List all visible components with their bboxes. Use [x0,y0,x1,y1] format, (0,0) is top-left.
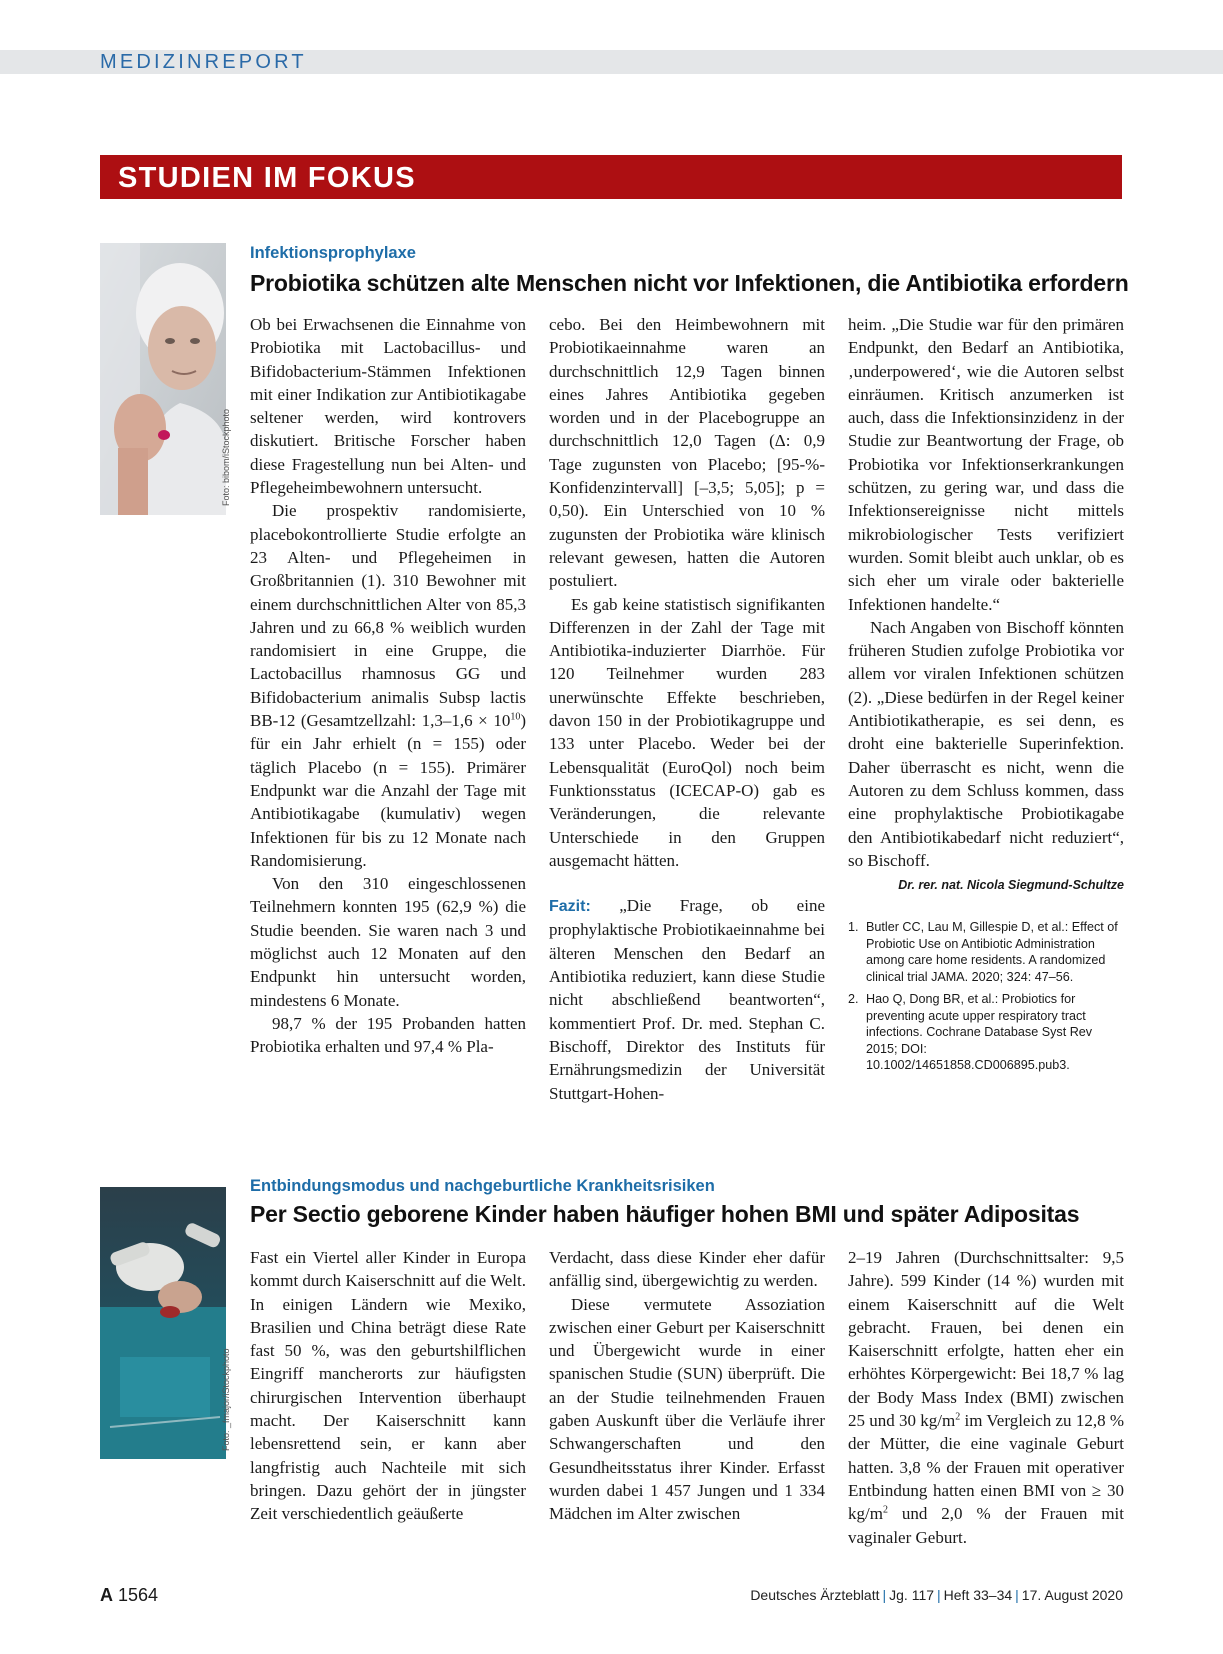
author-byline: Dr. rer. nat. Nicola Siegmund-Schultze [898,878,1124,893]
article2-column-3 [848,1246,1124,1549]
journal-name: Deutsches Ärzteblatt [750,1587,880,1603]
references-list [848,919,1124,1074]
article2-column-2 [549,1246,825,1526]
paragraph: 2–19 Jahren (Durchschnittsalter: 9,5 Jahre). 599 Kinder (14 %) wurden mit einem Kaiserschnitt auf die Welt gebracht. Frauen, bei denen ein Kaiserschnitt erfolgte, hatten eher ein erhöhtes Körpergewicht: Bei 18,7 % lag der Body Mass Index (BMI) zwischen 25 und 30 $kg/m^2$ im Vergleich zu 12,8 % der Mütter, die eine vaginale Geburt hatten. 3,8 % der Frauen mit operativer Entbindung hatten einen BMI von ≥ 30 $kg/m^2$ und 2,0 % der Frauen mit vaginaler Geburt. [848,1248,1124,1547]
paragraph: Nach Angaben von Bischoff könnten früheren Studien zufolge Probiotika vor allem vor viralen Infektionen schützen (2). „Diese bedürfen in der Regel keiner Antibiotikatherapie, es sei denn, es droht eine bakterielle Superinfektion. Daher überrascht es nicht, wenn die Autoren zu dem Schluss kommen, dass eine prophylaktische Probiotikagabe den Antibiotikabedarf nicht reduziert“, so Bischoff. [848,617,1124,870]
fazit-label: Fazit: [549,898,591,916]
article1-column-1 [250,313,526,1059]
paragraph: heim. „Die Studie war für den primären Endpunkt, den Bedarf an Antibiotika, ‚underpowered‘, wie die Autoren selbst einräumen. Kritisch anzumerken ist auch, dass die Infektionsinzidenz in der Studie zur Beantwortung der Frage, ob Probiotika vor Infektionserkrankungen schützen, zu gering war, und dass die Infektionsereignisse nicht mittels mikrobiologischer Tests verifiziert wurden. Somit bleibt auch unklar, ob es sich eher um virale oder bakterielle Infektionen handelte.“ [848,315,1124,614]
paragraph: cebo. Bei den Heimbewohnern mit Probiotikaeinnahme waren an durchschnittlich 12,9 Tagen binnen eines Jahres Antibiotika gegeben worden und in der Placebogruppe an durchschnittlich 12,0 Tagen (Δ: 0,9 Tage zugunsten von Placebo; [95-%-Konfidenzintervall] [–3,5; 5,05]; p = 0,50). Ein Unterschied von 10 % zugunsten der Probiotika wäre klinisch relevant gewesen, hatten die Autoren postuliert. [549,315,825,591]
banner [100,155,1122,199]
paragraph: Fast ein Viertel aller Kinder in Europa kommt durch Kaiserschnitt auf die Welt. In einigen Ländern wie Mexiko, Brasilien und China beträgt diese Rate fast 50 %, was den geburtshilflichen Eingriff mancherorts zur häufigsten chirurgischen Intervention überhaupt macht. Der Kaiserschnitt kann lebensrettend sein, er kann aber langfristig auch Nachteile mit sich bringen. Dazu gehört der in jüngster Zeit verschiedentlich geäußerte [250,1248,526,1524]
reference-item: 2. Hao Q, Dong BR, et al.: Probiotics for preventing acute upper respiratory tract infections. Cochrane Database Syst Rev 2015; DOI: 10.1002/14651858.CD006895.pub3. [848,992,1093,1073]
journal-info: Deutsches Ärzteblatt | Jg. 117 | Heft 33–34 | 17. August 2020 [750,1587,1123,1603]
article2-kicker: Entbindungsmodus und nachgeburtliche Krankheitsrisiken [250,1177,715,1195]
article2-headline: Per Sectio geborene Kinder haben häufiger hohen BMI und später Adipositas [250,1201,1080,1227]
paragraph: Ob bei Erwachsenen die Einnahme von Probiotika mit Lactobacillus- und Bifidobacterium-Stämmen Infektionen mit einer Indikation zur Antibiotikagabe seltener werden, wird kontrovers diskutiert. Britische Forscher haben diese Fragestellung nun bei Alten- und Pflegeheimbewohnern untersucht. [250,315,526,498]
journal-issue: Heft 33–34 [943,1587,1013,1603]
article1-kicker: Infektionsprophylaxe [250,244,416,262]
article2-photo [100,1187,226,1459]
article1-photo [100,243,226,515]
article1-headline: Probiotika schützen alte Menschen nicht vor Infektionen, die Antibiotika erfordern [250,270,1129,296]
article1-photo-credit: Foto: bibom/iStockphoto [221,408,231,506]
article2-photo-credit: Foto: _fmajor/iStockphoto [221,1348,231,1451]
paragraph: Diese vermutete Assoziation zwischen einer Geburt per Kaiserschnitt und Übergewicht wurde in einer spanischen Studie (SUN) überprüft. Die an der Studie teilnehmenden Frauen gaben Auskunft über die Verläufe ihrer Schwangerschaften und den Gesundheitsstatus ihrer Kinder. Erfasst wurden dabei 1 457 Jungen und 1 334 Mädchen im Alter zwischen [549,1294,825,1524]
fazit-paragraph: Fazit: „Die Frage, ob eine prophylaktische Probiotikaeinnahme bei älteren Menschen den Bedarf an Antibiotika reduziert, kann diese Studie nicht abschließend beantworten“, kommentiert Prof. Dr. med. Stephan C. Bischoff, Direktor des Instituts für Ernährungsmedizin der Universität Stuttgart-Hohen- [549,896,825,1103]
article2-column-1 [250,1246,526,1526]
banner-title: STUDIEN IM FOKUS [118,162,416,194]
section-label: MEDIZINREPORT [100,51,307,73]
paragraph: Verdacht, dass diese Kinder eher dafür anfällig sind, übergewichtig zu werden. [549,1248,825,1291]
article1-column-2 [549,313,825,1105]
paragraph: 98,7 % der 195 Probanden hatten Probiotika erhalten und 97,4 % Pla- [250,1013,526,1057]
paragraph: Die prospektiv randomisierte, placebokontrollierte Studie erfolgte an 23 Alten- und Pflegeheimen in Großbritannien (1). 310 Bewohner mit einem durchschnittlichen Alter von 85,3 Jahren und zu 66,8 % weiblich wurden randomisiert in eine Gruppe, die Lactobacillus rhamnosus GG und Bifidobacterium animalis Subsp lactis BB-12 (Gesamtzellzahl: $1,3-1,6 \times 10^{10}$) für ein Jahr erhielt (n = 155) oder täglich Placebo (n = 155). Primärer Endpunkt war die Anzahl der Tage mit Antibiotikagabe (kumulativ) wegen Infektionen für bis zu 12 Monate nach Randomisierung. [250,501,526,870]
reference-item: 1. Butler CC, Lau M, Gillespie D, et al.: Effect of Probiotic Use on Antibiotic Administration among care home residents. A randomized clinical trial JAMA. 2020; 324: 47–56. [848,920,1118,984]
journal-volume: Jg. 117 [889,1587,935,1603]
journal-date: 17. August 2020 [1021,1587,1123,1603]
paragraph: Es gab keine statistisch signifikanten Differenzen in der Zahl der Tage mit Antibiotika-induzierter Diarrhöe. Für 120 Teilnehmer wurden 283 unerwünschte Effekte beschrieben, davon 150 in der Probiotikagruppe und 133 unter Placebo. Weder bei der Lebensqualität (EuroQol) noch beim Funktionsstatus (ICECAP-O) gab es Veränderungen, die relevante Unterschiede in den Gruppen ausgemacht hätten. [549,594,825,870]
page-number: A 1564 [100,1585,159,1605]
article1-column-3 [848,313,1124,1080]
paragraph: Von den 310 eingeschlossenen Teilnehmern konnten 195 (62,9 %) die Studie beenden. Sie waren nach 3 und möglichst auch 12 Monaten auf den Endpunkt hin untersucht worden, mindestens 6 Monate. [250,874,526,1010]
